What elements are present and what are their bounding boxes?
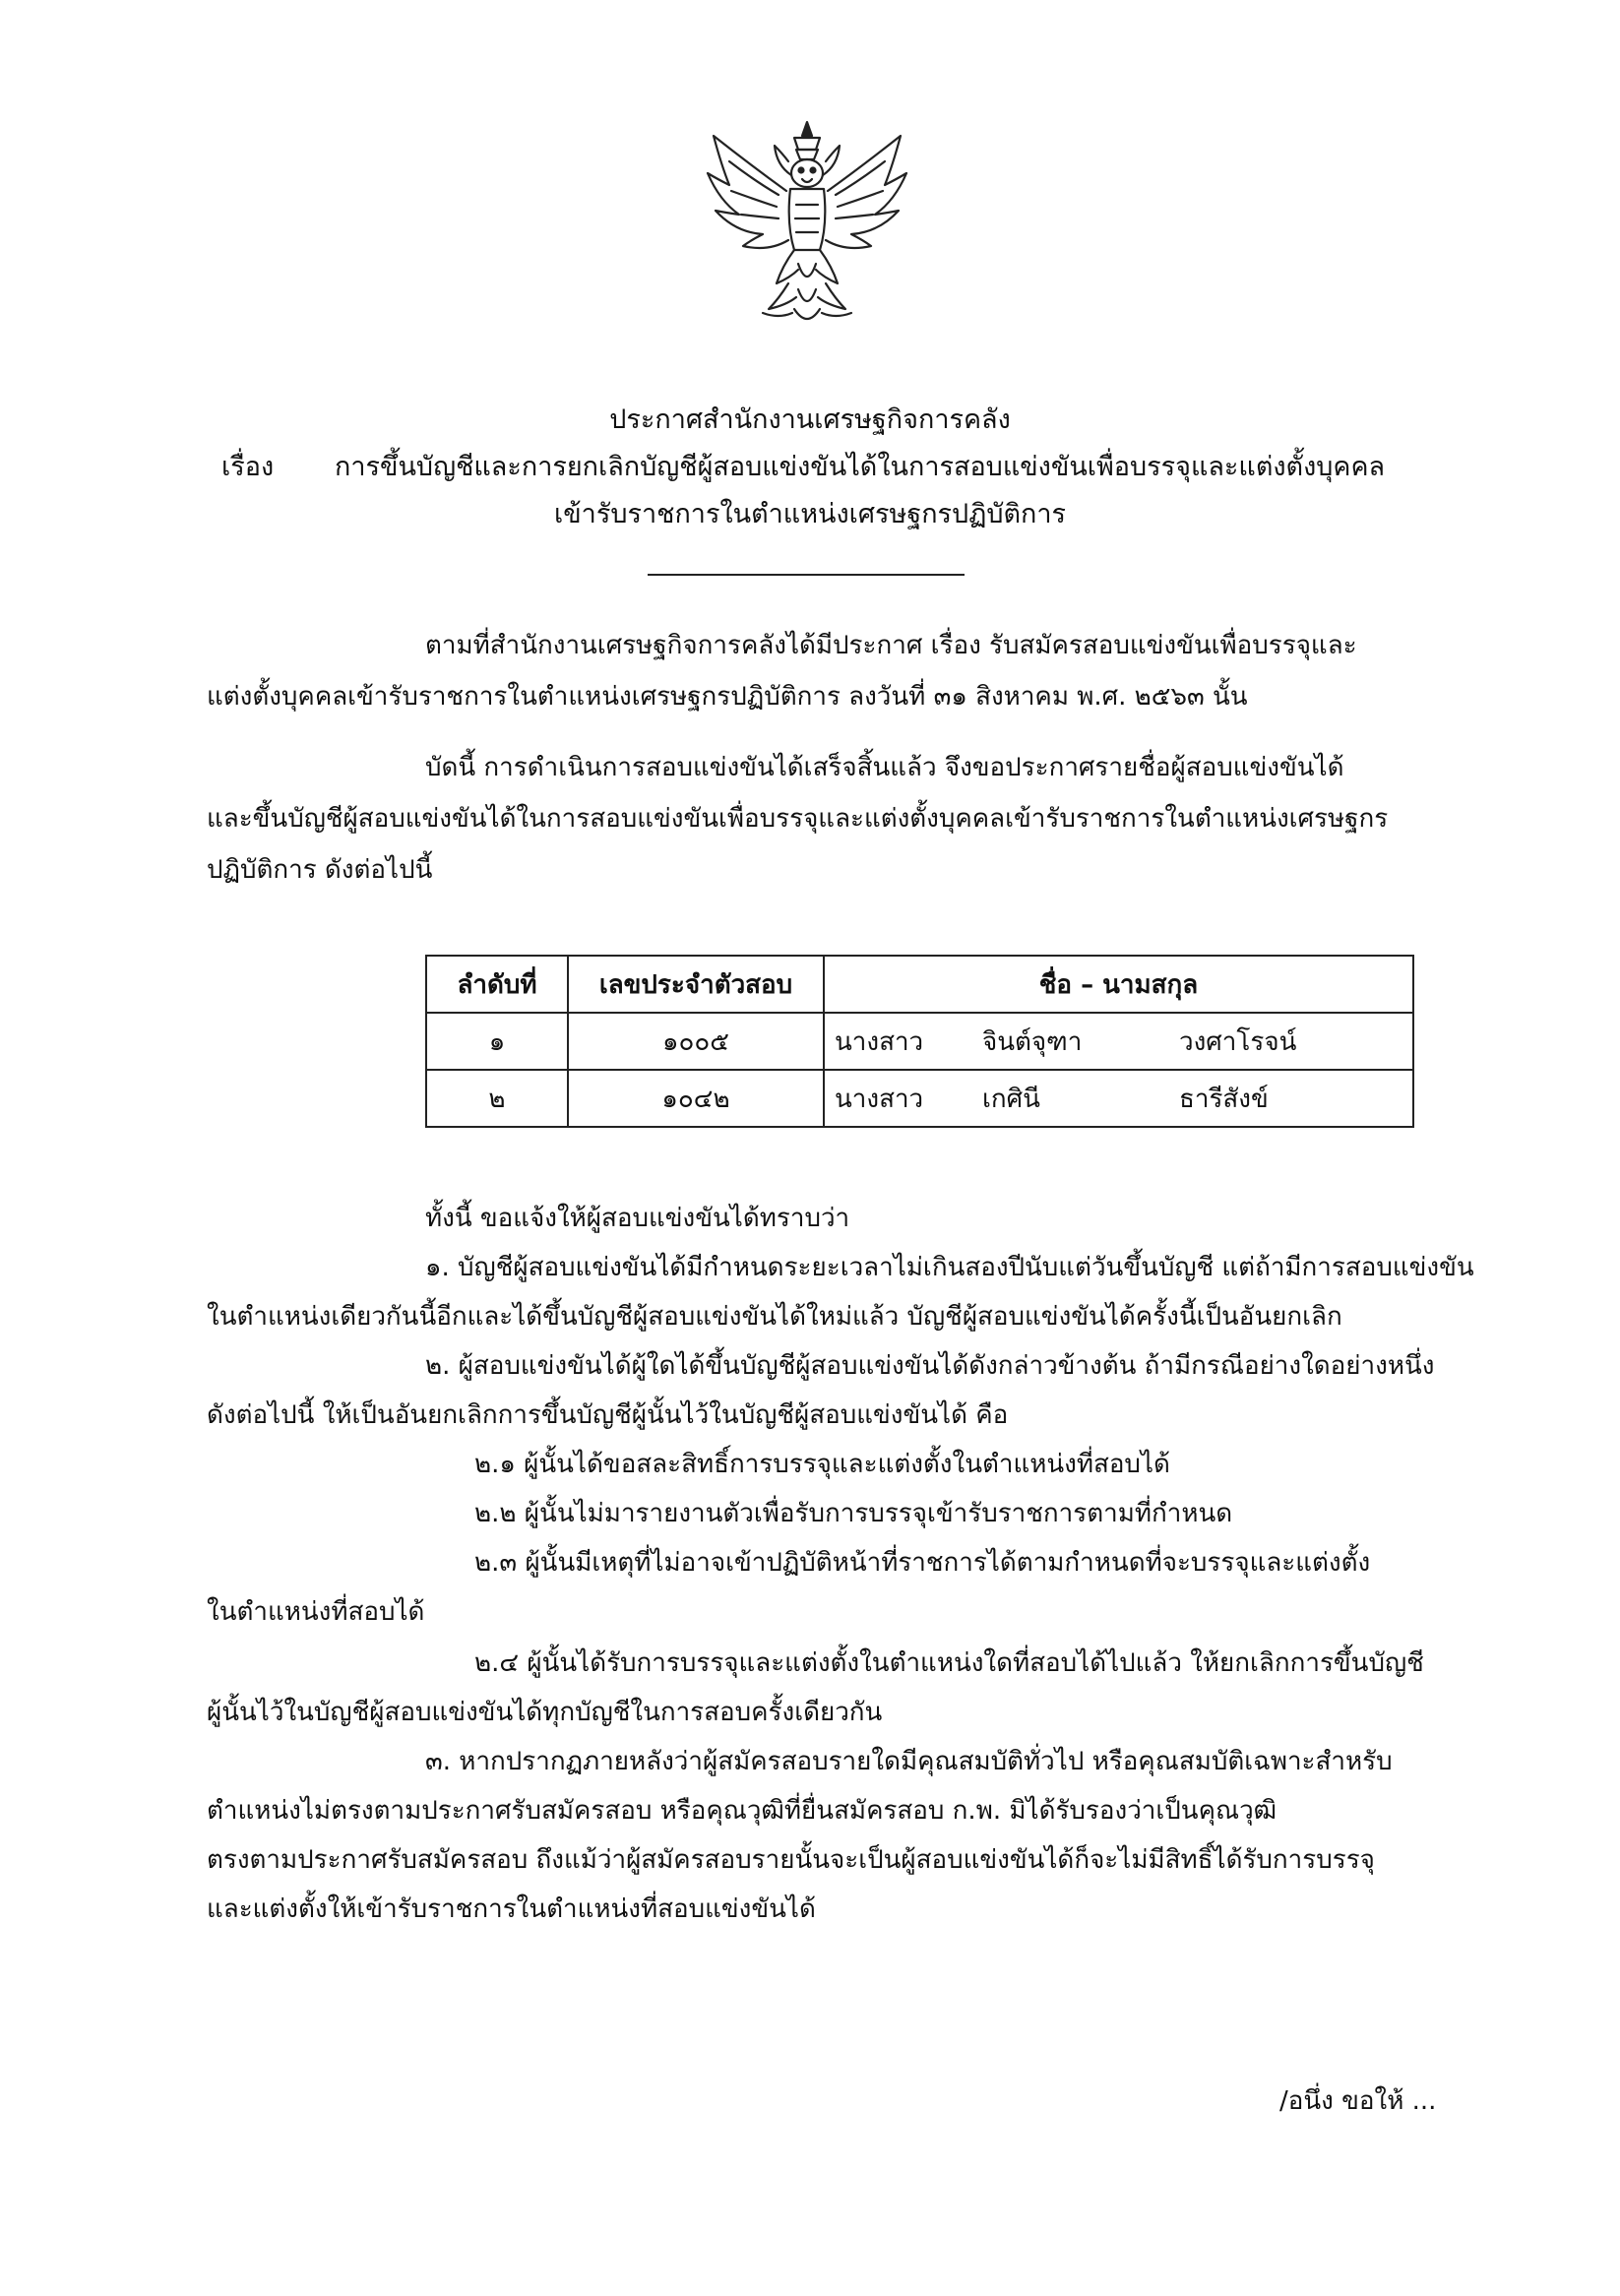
row-last-name: ธารีสังข์ bbox=[1179, 1084, 1269, 1114]
notice-sub-2-4-line-2: ผู้นั้นไว้ในบัญชีผู้สอบแข่งขันได้ทุกบัญชีในการสอบครั้งเดียวกัน bbox=[207, 1698, 883, 1727]
row-name bbox=[824, 1013, 1413, 1070]
announcement-title: ประกาศสำนักงานเศรษฐกิจการคลัง bbox=[609, 404, 1011, 435]
subject-label: เรื่อง bbox=[221, 452, 275, 482]
notice-sub-2-3-line-2: ในตำแหน่งที่สอบได้ bbox=[207, 1597, 425, 1627]
notice-sub-2-4-line-1: ๒.๔ ผู้นั้นได้รับการบรรจุและแต่งตั้งในตำแหน่งใดที่สอบได้ไปแล้ว ให้ยกเลิกการขึ้นบัญชี bbox=[474, 1648, 1424, 1678]
table-header-row bbox=[426, 956, 1413, 1013]
notice-item-3-line-4: และแต่งตั้งให้เข้ารับราชการในตำแหน่งที่สอบแข่งขันได้ bbox=[207, 1894, 816, 1924]
row-last-name: วงศาโรจน์ bbox=[1179, 1026, 1297, 1057]
table-row bbox=[426, 1013, 1413, 1070]
row-exam-id: ๑๐๐๕ bbox=[568, 1013, 824, 1070]
subject-line bbox=[221, 448, 1385, 487]
intro-paragraph-1-line-2: แต่งตั้งบุคคลเข้ารับราชการในตำแหน่งเศรษฐกรปฏิบัติการ ลงวันที่ ๓๑ สิงหาคม พ.ศ. ๒๕๖๓ นั้น bbox=[207, 682, 1248, 712]
garuda-emblem-icon bbox=[700, 116, 914, 335]
intro-paragraph-2-line-2: และขึ้นบัญชีผู้สอบแข่งขันได้ในการสอบแข่งขันเพื่อบรรจุและแต่งตั้งบุคคลเข้ารับราชการในตำแหน่งเศรษฐกร bbox=[207, 804, 1389, 834]
notice-item-1-line-2: ในตำแหน่งเดียวกันนี้อีกและได้ขึ้นบัญชีผู้สอบแข่งขันได้ใหม่แล้ว บัญชีผู้สอบแข่งขันได้ครั้งนี้เป็นอันยกเลิก bbox=[207, 1302, 1342, 1332]
subject-text-line2: เข้ารับราชการในตำแหน่งเศรษฐกรปฏิบัติการ bbox=[553, 499, 1067, 529]
subject-text-line1: การขึ้นบัญชีและการยกเลิกบัญชีผู้สอบแข่งขันได้ในการสอบแข่งขันเพื่อบรรจุและแต่งตั้งบุคคล bbox=[335, 452, 1386, 482]
notice-item-3-line-2: ตำแหน่งไม่ตรงตามประกาศรับสมัครสอบ หรือคุณวุฒิที่ยื่นสมัครสอบ ก.พ. มิได้รับรองว่าเป็นคุณวุฒิ bbox=[207, 1796, 1277, 1826]
row-order: ๒ bbox=[426, 1070, 568, 1127]
table-row bbox=[426, 1070, 1413, 1127]
intro-paragraph-2-line-1: บัดนี้ การดำเนินการสอบแข่งขันได้เสร็จสิ้นแล้ว จึงขอประกาศรายชื่อผู้สอบแข่งขันได้ bbox=[425, 753, 1344, 782]
notice-lead: ทั้งนี้ ขอแจ้งให้ผู้สอบแข่งขันได้ทราบว่า bbox=[425, 1204, 850, 1233]
row-first-name: เกศินี bbox=[982, 1084, 1040, 1114]
row-title: นางสาว bbox=[835, 1026, 924, 1057]
intro-paragraph-2-line-3: ปฏิบัติการ ดังต่อไปนี้ bbox=[207, 855, 433, 885]
header-exam-id: เลขประจำตัวสอบ bbox=[568, 956, 824, 1013]
passed-candidates-table bbox=[425, 955, 1414, 1128]
row-order: ๑ bbox=[426, 1013, 568, 1070]
notice-sub-2-3-line-1: ๒.๓ ผู้นั้นมีเหตุที่ไม่อาจเข้าปฏิบัติหน้าที่ราชการได้ตามกำหนดที่จะบรรจุและแต่งตั้ง bbox=[474, 1548, 1371, 1578]
row-title: นางสาว bbox=[835, 1084, 924, 1114]
title-divider bbox=[648, 574, 965, 576]
header-name: ชื่อ – นามสกุล bbox=[824, 956, 1413, 1013]
notice-sub-2-1: ๒.๑ ผู้นั้นได้ขอสละสิทธิ์การบรรจุและแต่งตั้งในตำแหน่งที่สอบได้ bbox=[474, 1450, 1170, 1479]
notice-sub-2-2: ๒.๒ ผู้นั้นไม่มารายงานตัวเพื่อรับการบรรจุเข้ารับราชการตามที่กำหนด bbox=[474, 1499, 1233, 1528]
header-order: ลำดับที่ bbox=[426, 956, 568, 1013]
page-continuation-note: /อนึ่ง ขอให้ ... bbox=[1279, 2086, 1437, 2116]
notice-item-2-line-1: ๒. ผู้สอบแข่งขันได้ผู้ใดได้ขึ้นบัญชีผู้สอบแข่งขันได้ดังกล่าวข้างต้น ถ้ามีกรณีอย่างใดอย่างหนึ่ง bbox=[425, 1351, 1435, 1381]
notice-item-1-line-1: ๑. บัญชีผู้สอบแข่งขันได้มีกำหนดระยะเวลาไม่เกินสองปีนับแต่วันขึ้นบัญชี แต่ถ้ามีการสอบแข่งขัน bbox=[425, 1253, 1474, 1282]
row-first-name: จินต์จุฑา bbox=[982, 1026, 1083, 1057]
row-exam-id: ๑๐๔๒ bbox=[568, 1070, 824, 1127]
intro-paragraph-1-line-1: ตามที่สำนักงานเศรษฐกิจการคลังได้มีประกาศ เรื่อง รับสมัครสอบแข่งขันเพื่อบรรจุและ bbox=[425, 631, 1357, 660]
row-name bbox=[824, 1070, 1413, 1127]
notice-item-2-line-2: ดังต่อไปนี้ ให้เป็นอันยกเลิกการขึ้นบัญชีผู้นั้นไว้ในบัญชีผู้สอบแข่งขันได้ คือ bbox=[207, 1400, 1009, 1430]
notice-item-3-line-1: ๓. หากปรากฏภายหลังว่าผู้สมัครสอบรายใดมีคุณสมบัติทั่วไป หรือคุณสมบัติเฉพาะสำหรับ bbox=[425, 1747, 1393, 1776]
notice-item-3-line-3: ตรงตามประกาศรับสมัครสอบ ถึงแม้ว่าผู้สมัครสอบรายนั้นจะเป็นผู้สอบแข่งขันได้ก็จะไม่มีสิทธิ์ได้รับการบรรจุ bbox=[207, 1845, 1375, 1875]
